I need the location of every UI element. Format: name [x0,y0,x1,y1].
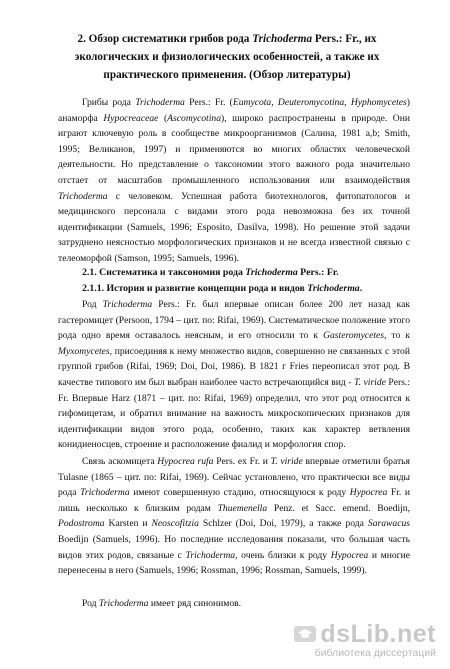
paragraph-intro: Грибы рода Trichoderma Pers.: Fr. (Eumycota, Deuteromycotina, Hyphomycetes) анаморфа Hypocreaceae (Ascomycotina), широко распространены в природе. Они играют ключевую роль в сообществе микроорганизмов (Салина, 1981 а,b; Smith, 1995; Великанов, 1997) и применяются во многих областях человеческой деятельности. Но представление о таксономии этого важного рода значительно отстает от масштабов промышленного использования или взаимодействия Trichoderma с человеком. Успешная работа биотехнологов, фитопатологов и медицинского персонала с видами этого рода невозможна без их точной идентификации (Samuels, 1996; Esposito, Dasilva, 1998). Но решение этой задачи затруднено неясностью морфологических признаков и не всегда известной связью с телеоморфой (Samson, 1995; Samuels, 1996). [58,97,410,264]
heading-genus: Trichoderma [252,33,313,45]
paragraph-teleomorph: Связь аскомицета Hypocrea rufa Pers. ex Fr. и T. viride впервые отметили братья Tulasne (1865 – цит. по: Rifai, 1969). Сейчас установлено, что практически все виды рода Trichoderma имеют совершенную стадию, относящуюся к роду Hypocrea Fr. и лишь несколько к близким родам Thuemenella Penz. et Sacc. emend. Boedijn, Podostroma Karsten и Neoscofitzia Schlzer (Doi, Doi, 1979), а также рода Sarawacus Boedijn (Samuels, 1996). Но последние исследования показали, что большая часть видов этих родов, связаные с Trichoderma, очень близки к роду Hypocrea и многие перенесены в него (Samuels, 1996; Rossman, 1996; Rossman, Samuels, 1999). [58,456,410,577]
paragraph-synonyms: Род Trichoderma имеет ряд синонимов. [82,598,242,609]
heading-line-1 [58,30,396,48]
subsubsection-heading: 2.1.1. История и развитие концепции рода и видов Trichoderma. [82,283,363,294]
section-heading [58,30,396,84]
heading-line-3: практического применения. (Обзор литературы) [103,69,351,81]
watermark [294,621,436,659]
heading-text: 2. Обзор систематики грибов рода [77,33,253,45]
graduation-cap-icon [294,626,316,642]
paragraph-history: Род Trichoderma Pers.: Fr. был впервые описан более 200 лет назад как гастеромицет (Persoon, 1794 – цит. по: Rifai, 1969). Систематическое положение этого рода одно время оставалось неясным, и его относили то к Gasteromycetes, то к Myxomycetes, присоединяя к нему множество видов, совершенно не связанных с этой группой грибов (Rifai, 1969; Doi, Doi, 1986). В 1821 г Fries переописал этот род. В качестве типового им был выбран наиболее часто встречающийся вид - T. viride Pers.: Fr. Впервые Harz (1871 – цит. по: Rifai, 1969) определил, что этот род относится к гифомицетам, и обратил внимание на важность микроскопических признаков для идентификации видов этого рода, особенно, таких как характер ветвления конидиеносцев, строение и расположение фиалид и морфология спор. [58,299,410,451]
subsection-heading: 2.1. Систематика и таксономия рода Trichoderma Pers.: Fr. [82,267,339,278]
watermark-site-name: dsLib.net [320,620,436,648]
watermark-logo [294,621,436,647]
heading-text: Pers.: Fr., их [312,33,377,45]
watermark-tagline: библиотека диссертаций [314,647,436,659]
heading-line-2: экологических и физиологических особенностей, а также их [74,51,380,63]
